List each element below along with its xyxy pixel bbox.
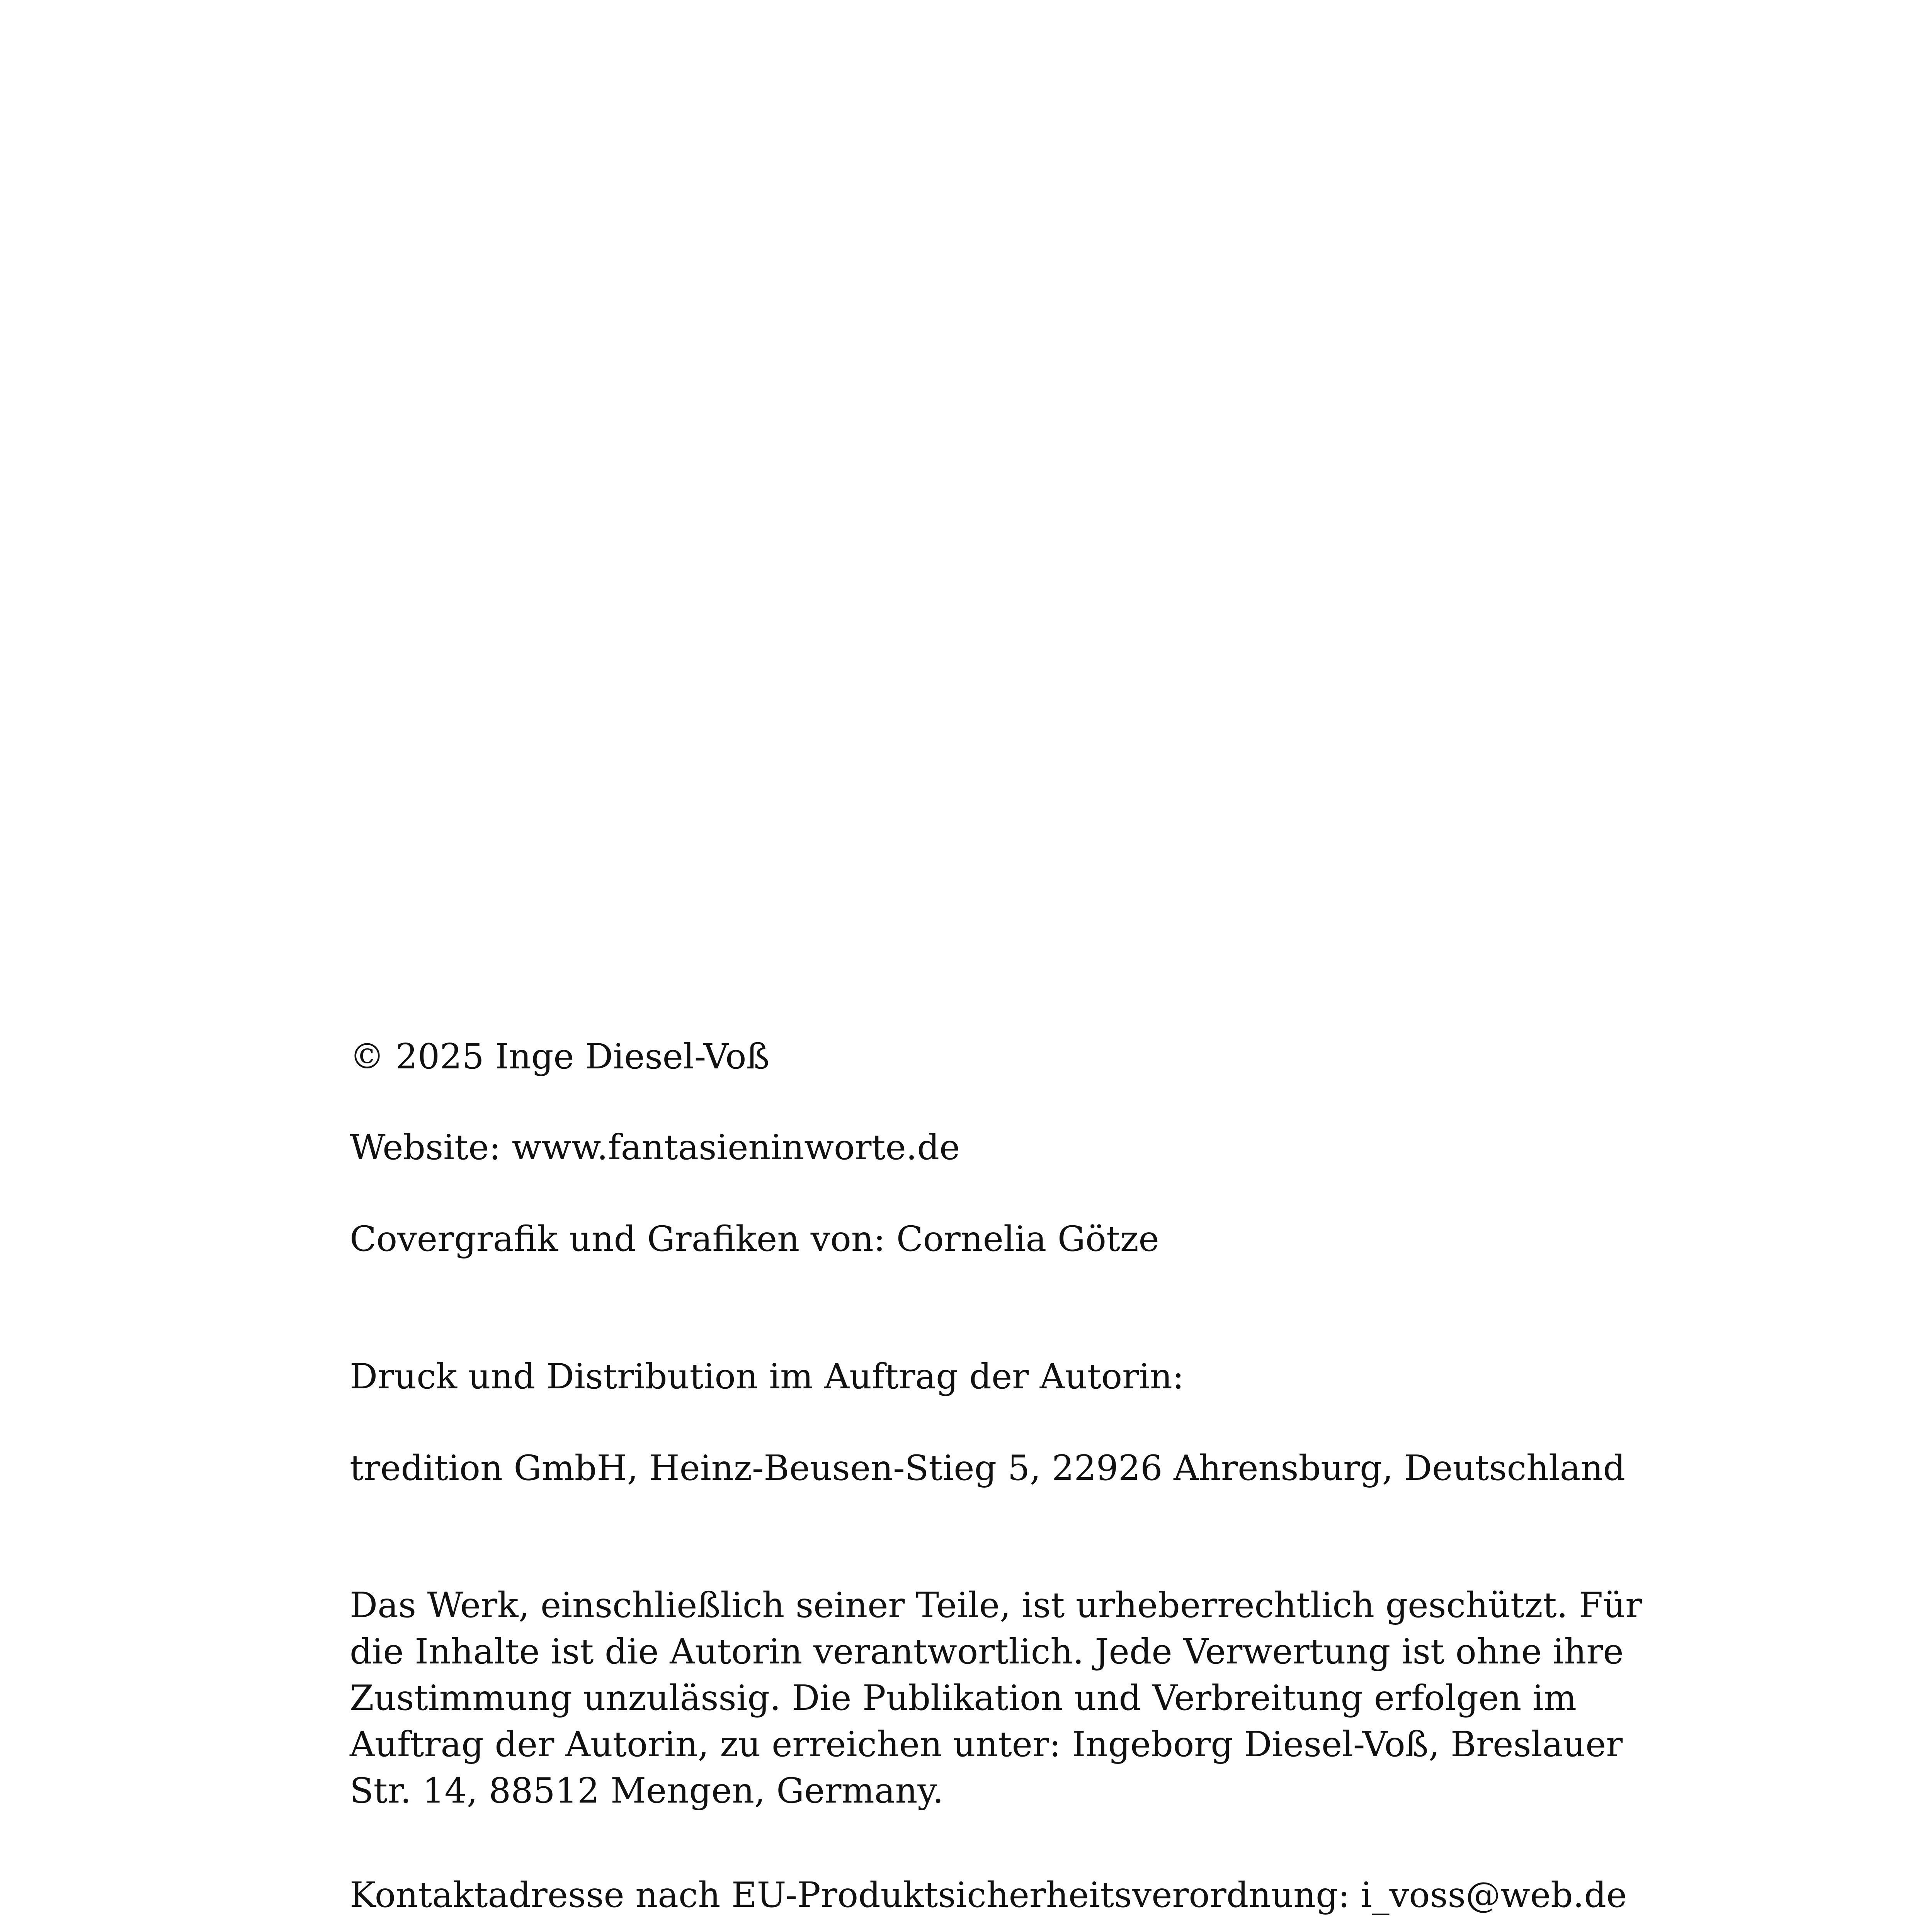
- legal-notice-line: Das Werk, einschließlich seiner Teile, ist urheberrechtlich geschützt. Für: [350, 1585, 1642, 1626]
- contact-line: Kontaktadresse nach EU-Produktsicherheitsverordnung: i_voss@web.de: [350, 1875, 1627, 1915]
- website-line: Website: www.fantasieninworte.de: [350, 1127, 960, 1168]
- legal-notice-line: Str. 14, 88512 Mengen, Germany.: [350, 1770, 944, 1811]
- copyright-line: © 2025 Inge Diesel-Voß: [350, 1036, 770, 1077]
- legal-notice-line: die Inhalte ist die Autorin verantwortlich. Jede Verwertung ist ohne ihre: [350, 1631, 1624, 1672]
- legal-notice-line: Zustimmung unzulässig. Die Publikation und Verbreitung erfolgen im: [350, 1678, 1577, 1718]
- cover-credit-line: Covergrafik und Grafiken von: Cornelia Götze: [350, 1219, 1159, 1259]
- legal-notice-line: Auftrag der Autorin, zu erreichen unter: Ingeborg Diesel-Voß, Breslauer: [350, 1724, 1623, 1765]
- distribution-heading: Druck und Distribution im Auftrag der Autorin:: [350, 1356, 1184, 1397]
- legal-notice: [350, 1582, 1642, 1814]
- publisher-address: tredition GmbH, Heinz-Beusen-Stieg 5, 22926 Ahrensburg, Deutschland: [350, 1448, 1626, 1488]
